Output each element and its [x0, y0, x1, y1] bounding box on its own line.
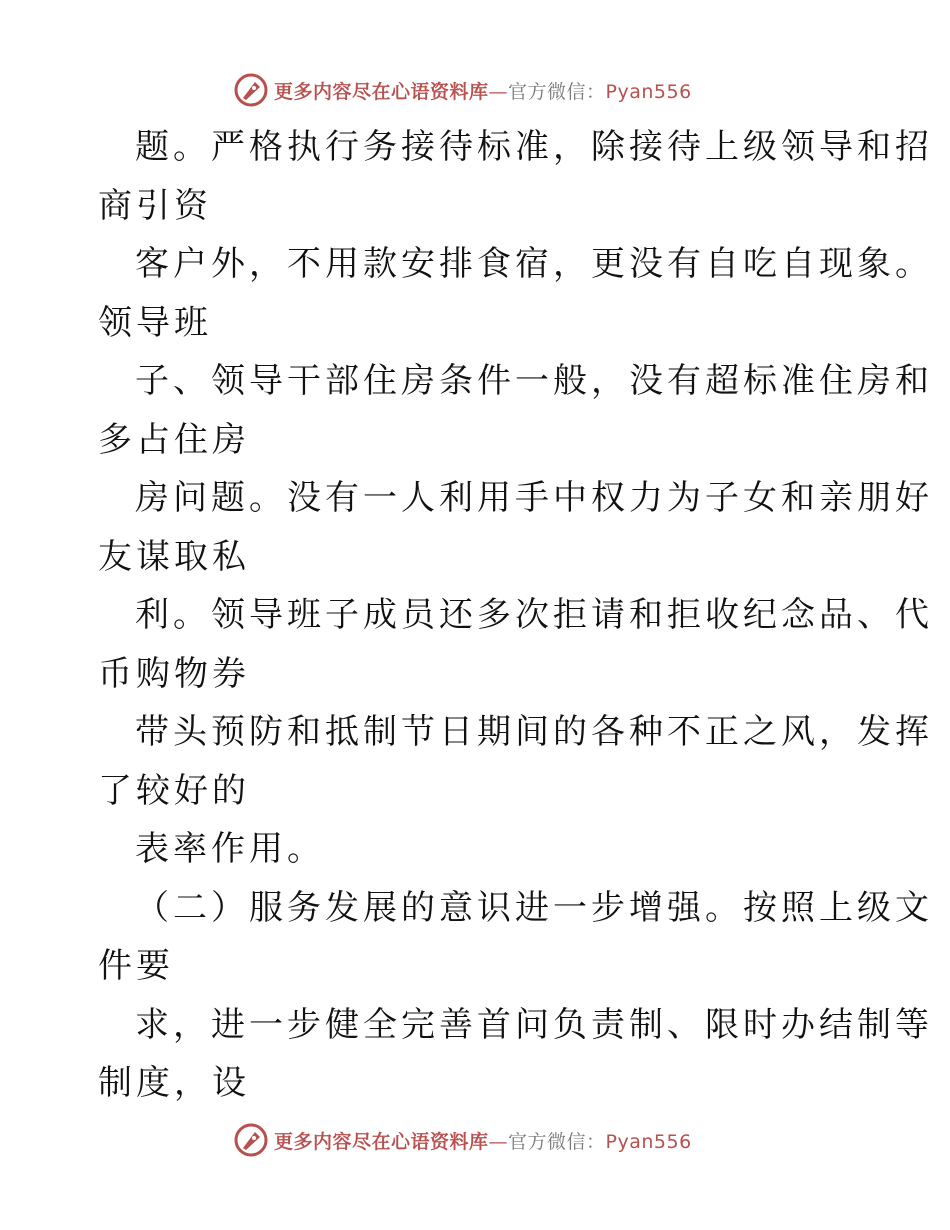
body-line: 币购物券: [98, 653, 250, 694]
body-line: 带头预防和抵制节日期间的各种不正之风，发挥: [135, 712, 933, 752]
body-line: 领导班: [98, 302, 212, 343]
pen-nib-icon: [234, 73, 268, 107]
watermark-dash: —: [488, 80, 509, 103]
document-body: [98, 118, 933, 1113]
watermark-label: 官方微信：: [508, 80, 606, 103]
body-line: 了较好的: [98, 770, 250, 811]
header-watermark: [234, 72, 754, 108]
watermark-dash: —: [488, 1130, 509, 1153]
body-line: 表率作用。: [135, 829, 325, 869]
watermark-brand: 更多内容尽在心语资料库: [274, 1130, 489, 1153]
body-line: 件要: [98, 946, 174, 986]
watermark-text: [274, 77, 692, 104]
body-line: 友谋取私: [98, 536, 250, 577]
body-line: 房问题。没有一人利用手中权力为子女和亲朋好: [135, 478, 933, 518]
watermark-text: [274, 1127, 692, 1154]
body-line: 利。领导班子成员还多次拒请和拒收纪念品、代: [135, 595, 933, 635]
watermark-brand: 更多内容尽在心语资料库: [274, 80, 489, 103]
body-line: 子、领导干部住房条件一般，没有超标准住房和: [135, 361, 933, 401]
body-line: 商引资: [98, 185, 212, 226]
pen-nib-icon: [234, 1123, 268, 1157]
footer-watermark: [234, 1122, 754, 1158]
body-line: 多占住房: [98, 419, 250, 460]
body-line: 客户外，不用款安排食宿，更没有自吃自现象。: [135, 244, 933, 284]
body-line: 制度，设: [98, 1063, 250, 1103]
watermark-id: Pyan556: [605, 1130, 692, 1153]
body-line: 题。严格执行务接待标准，除接待上级领导和招: [135, 127, 933, 167]
body-line: （二）服务发展的意识进一步增强。按照上级文: [135, 887, 933, 928]
watermark-id: Pyan556: [605, 80, 692, 103]
body-line: 求，进一步健全完善首问负责制、限时办结制等: [135, 1004, 933, 1045]
watermark-label: 官方微信：: [508, 1130, 606, 1153]
